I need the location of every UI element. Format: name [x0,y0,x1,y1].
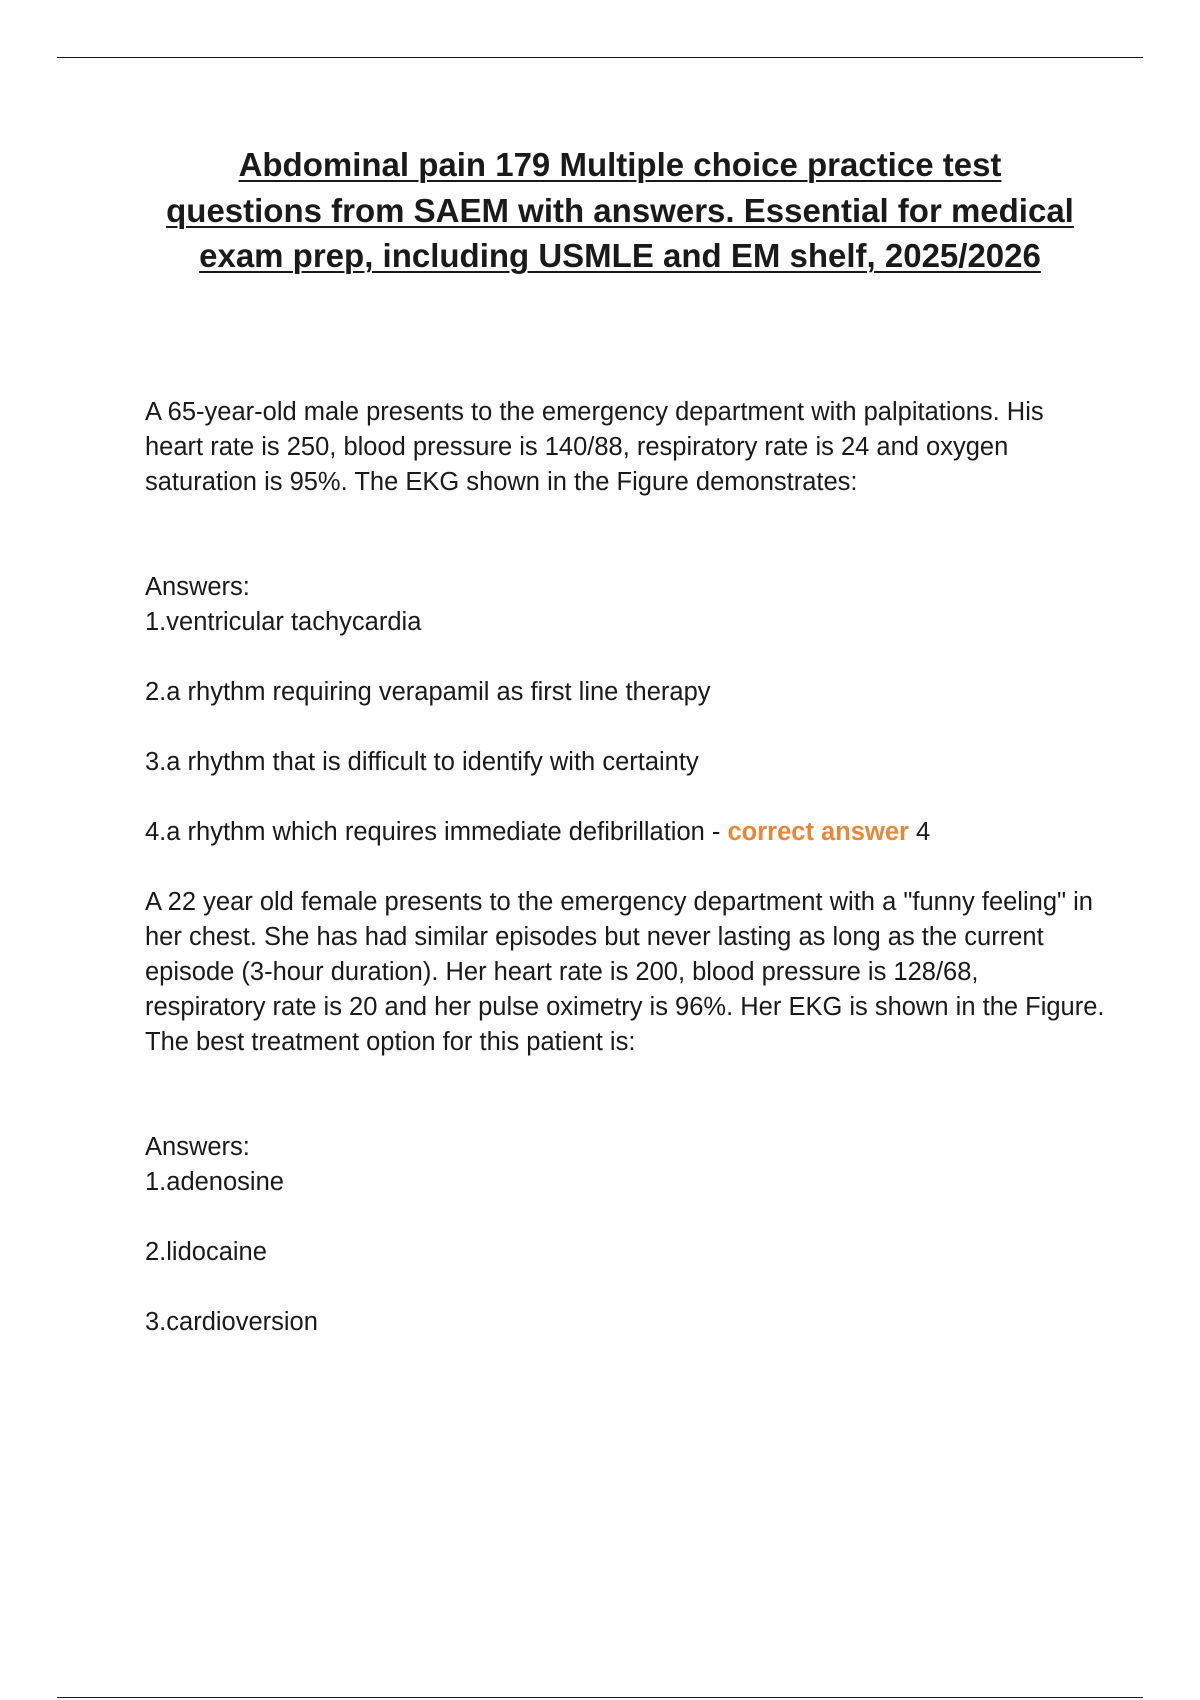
question-block-1 [145,395,1105,850]
answer-option-text: 4.a rhythm which requires immediate defibrillation - [145,818,728,846]
correct-answer-label: correct answer [727,818,909,846]
answer-option: 1.ventricular tachycardia [145,608,422,636]
document-body [145,395,1105,1375]
answers-label: Answers: [145,573,250,601]
top-rule [57,57,1143,58]
correct-answer-value: 4 [908,818,931,846]
answers-label: Answers: [145,1133,250,1161]
question-text: A 65-year-old male presents to the emergency department with palpitations. His heart rate is 250, blood pressure is 140/88, respiratory rate is 24 and oxygen saturation is 95%. The EKG shown in the Figure demonstrates: [145,398,1044,496]
question-text: A 22 year old female presents to the emergency department with a "funny feeling" in her chest. She has had similar episodes but never lasting as long as the current episode (3-hour duration). Her heart rate is 200, blood pressure is 128/68, respiratory rate is 20 and her pulse oximetry is 96%. Her EKG is shown in the Figure. The best treatment option for this patient is: [145,888,1105,1056]
answer-option: 2.a rhythm requiring verapamil as first line therapy [145,678,711,706]
answer-option: 1.adenosine [145,1168,284,1196]
question-block-2 [145,885,1105,1340]
answer-option: 2.lidocaine [145,1238,267,1266]
answer-option-with-key [145,815,1105,850]
answer-option: 3.cardioversion [145,1308,318,1336]
answer-option: 3.a rhythm that is difficult to identify with certainty [145,748,699,776]
document-title: Abdominal pain 179 Multiple choice practice test questions from SAEM with answers. Essential for medical exam prep, including USMLE and EM shelf, 2025/2026 [166,146,1074,274]
bottom-rule [57,1697,1143,1698]
